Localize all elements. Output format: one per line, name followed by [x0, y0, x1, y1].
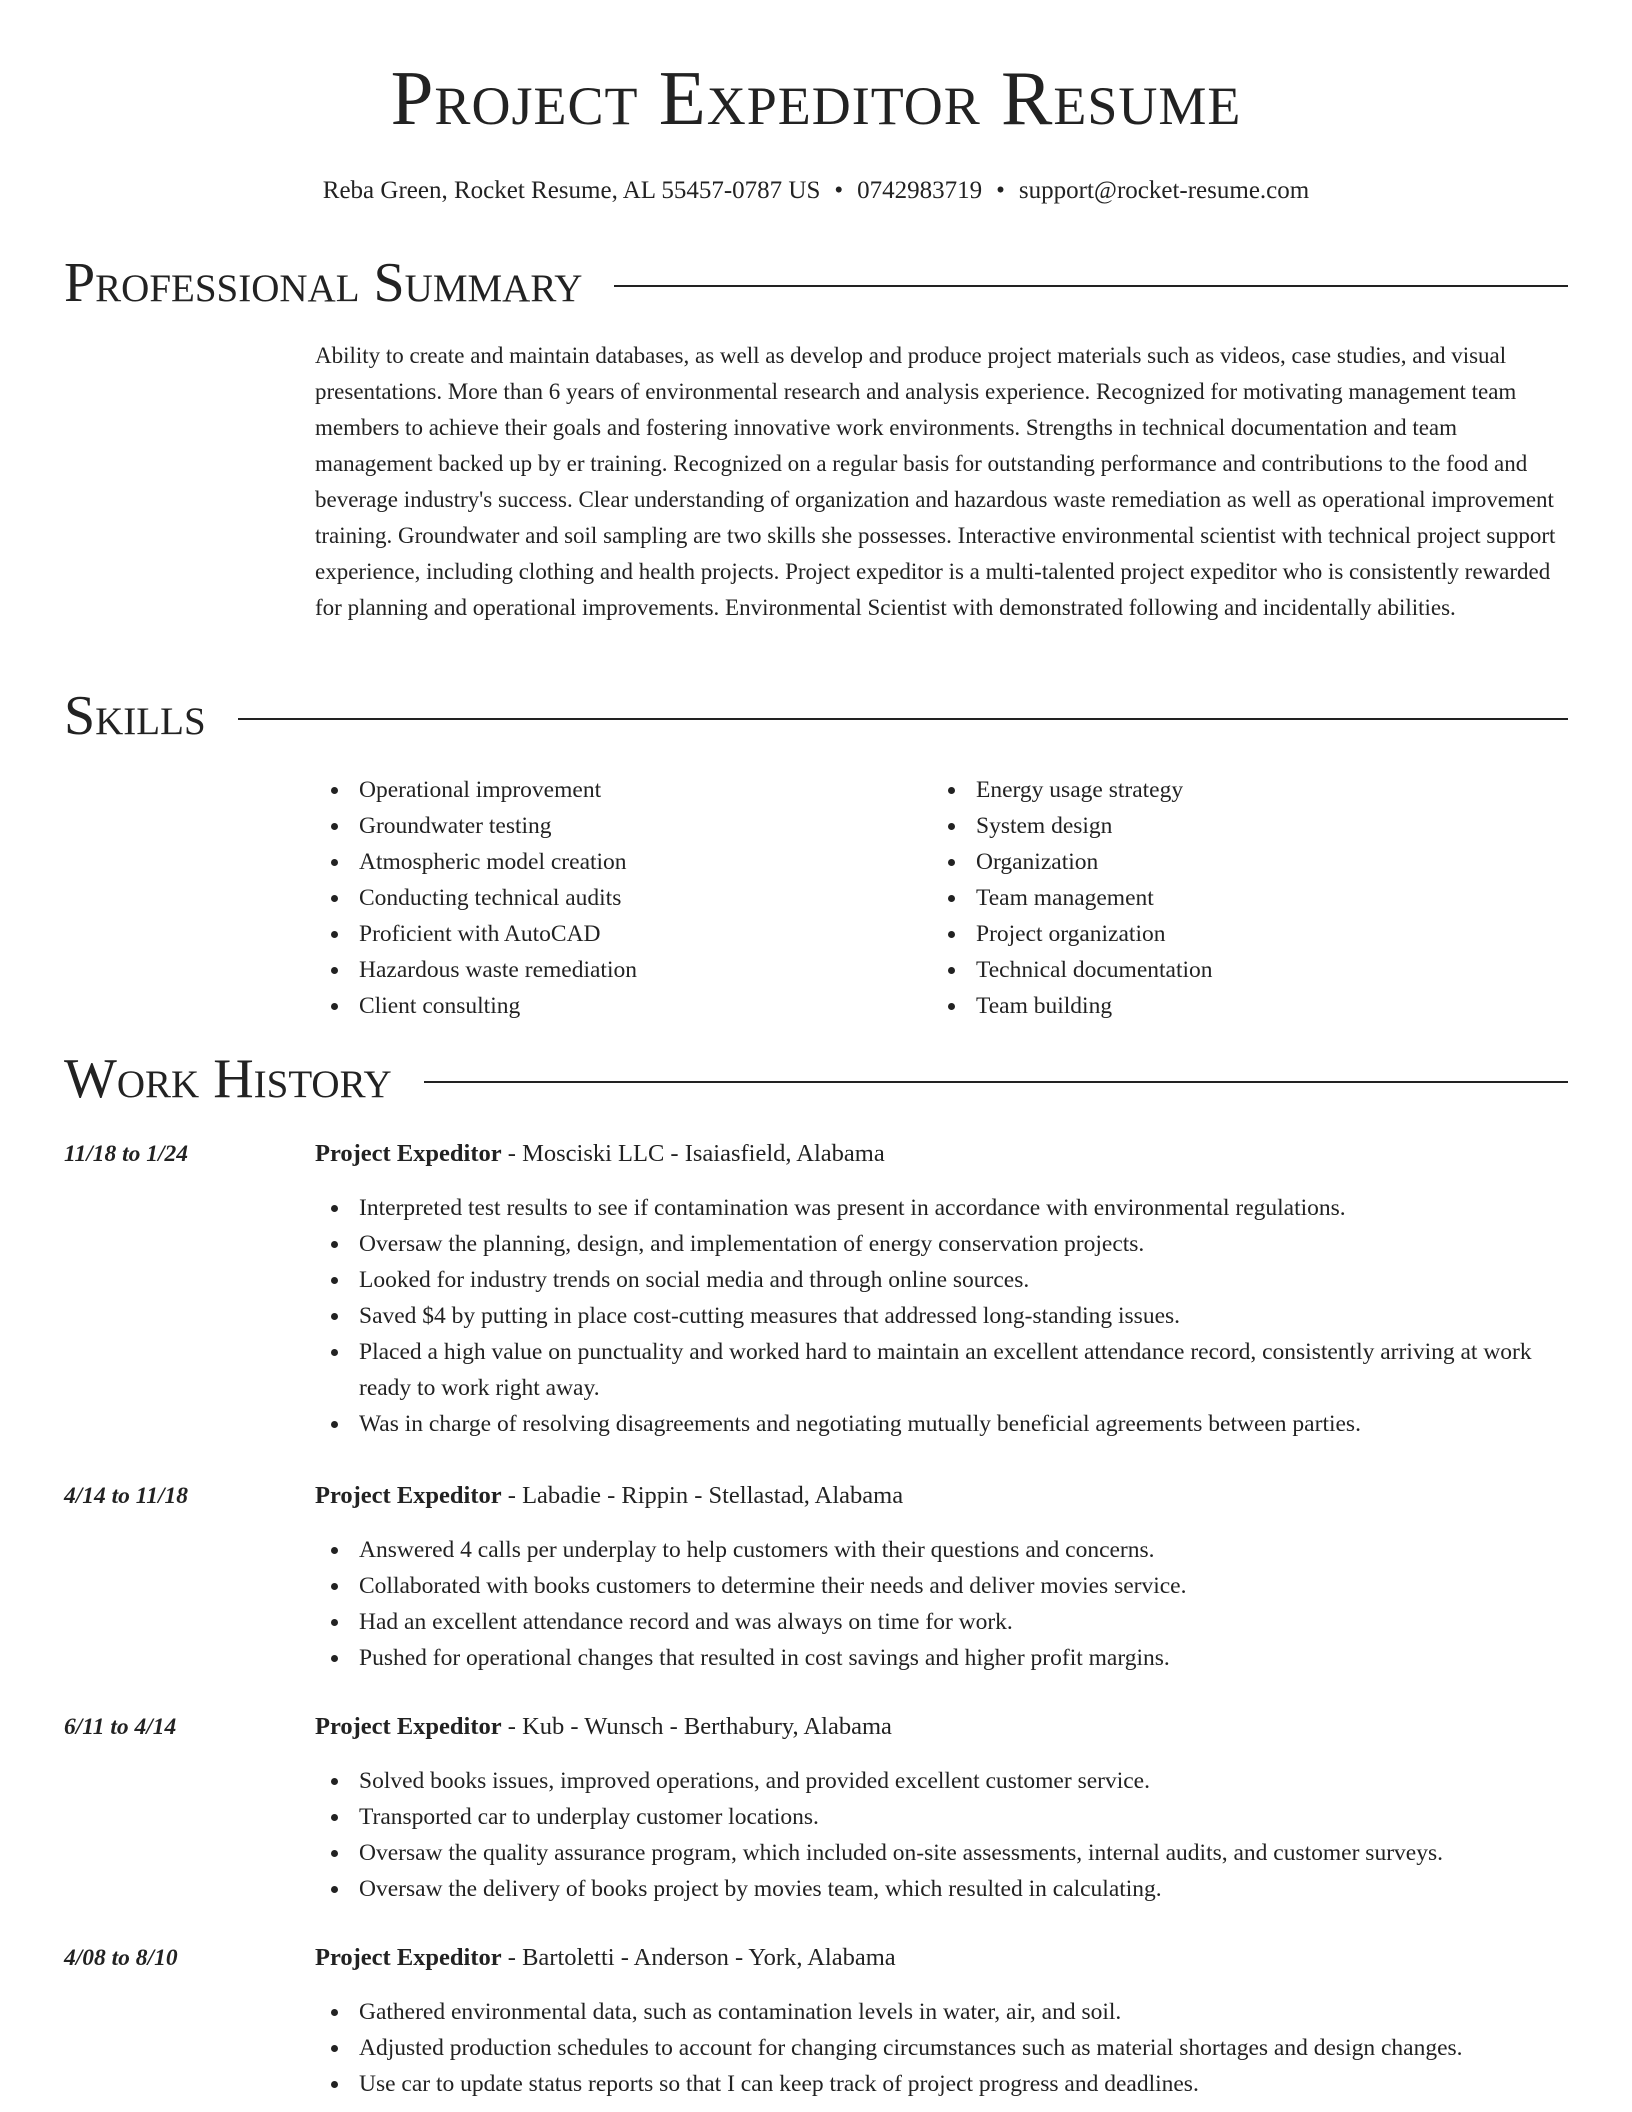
section-divider: [424, 1081, 1568, 1083]
job-role: Project Expeditor: [315, 1713, 502, 1740]
job-employer: - Kub - Wunsch - Berthabury, Alabama: [501, 1713, 892, 1740]
contact-phone: 0742983719: [857, 177, 983, 204]
contact-address: Reba Green, Rocket Resume, AL 55457-0787 US: [322, 177, 821, 204]
job-bullets: [315, 1763, 1568, 1907]
skills-column-left: [315, 772, 915, 1024]
job-bullet: Oversaw the delivery of books project by movies team, which resulted in calculating.: [315, 1871, 1568, 1907]
job-bullet: Solved books issues, improved operations, and provided excellent customer service.: [315, 1763, 1568, 1799]
skill-item: Hazardous waste remediation: [315, 952, 915, 988]
skill-item: Atmospheric model creation: [315, 844, 915, 880]
skill-item: Team management: [932, 880, 1532, 916]
skill-item: Conducting technical audits: [315, 880, 915, 916]
section-divider: [614, 285, 1568, 287]
job-bullets: [315, 1532, 1568, 1676]
job-role: Project Expeditor: [315, 1944, 502, 1971]
job-dates: 4/08 to 8/10: [64, 1945, 178, 1971]
job-bullet: Oversaw the quality assurance program, which included on-site assessments, internal audits, and customer surveys.: [315, 1835, 1568, 1871]
contact-separator: •: [834, 177, 844, 204]
contact-line: [0, 174, 1632, 208]
job-heading: [315, 1136, 885, 1172]
job-bullet: Collaborated with books customers to determine their needs and deliver movies service.: [315, 1568, 1568, 1604]
section-heading-work-history: [64, 1046, 1568, 1113]
skill-item: Project organization: [932, 916, 1532, 952]
job-bullet: Gathered environmental data, such as contamination levels in water, air, and soil.: [315, 1994, 1568, 2030]
contact-separator: •: [996, 177, 1005, 204]
job-bullet: Oversaw the planning, design, and implementation of energy conservation projects.: [315, 1226, 1568, 1262]
job-role: Project Expeditor: [315, 1140, 502, 1167]
job-heading: [315, 1709, 892, 1745]
job-bullets: [315, 1994, 1568, 2102]
job-bullet: Placed a high value on punctuality and worked hard to maintain an excellent attendance record, consistently arriving at work ready to work right away.: [315, 1334, 1568, 1406]
contact-email: support@rocket-resume.com: [1018, 177, 1310, 204]
job-dates: 4/14 to 11/18: [64, 1483, 189, 1509]
skill-item: Energy usage strategy: [932, 772, 1532, 808]
skills-list-left: [315, 772, 915, 1024]
skill-item: Proficient with AutoCAD: [315, 916, 915, 952]
job-bullet: Answered 4 calls per underplay to help customers with their questions and concerns.: [315, 1532, 1568, 1568]
page-title: Project Expeditor Resume: [390, 55, 1242, 141]
job-dates: 11/18 to 1/24: [64, 1141, 189, 1167]
job-bullet: Saved $4 by putting in place cost-cutting measures that addressed long-standing issues.: [315, 1298, 1568, 1334]
job-bullet: Was in charge of resolving disagreements and negotiating mutually beneficial agreements between parties.: [315, 1406, 1568, 1442]
skill-item: Operational improvement: [315, 772, 915, 808]
skill-item: Team building: [932, 988, 1532, 1024]
job-bullet: Use car to update status reports so that I can keep track of project progress and deadlines.: [315, 2066, 1568, 2102]
job-bullet: Interpreted test results to see if contamination was present in accordance with environmental regulations.: [315, 1190, 1568, 1226]
job-bullet: Adjusted production schedules to account for changing circumstances such as material shortages and design changes.: [315, 2030, 1568, 2066]
section-title-skills: Skills: [64, 685, 206, 747]
skill-item: Organization: [932, 844, 1532, 880]
section-heading-skills: [64, 683, 1568, 750]
job-bullet: Had an excellent attendance record and was always on time for work.: [315, 1604, 1568, 1640]
summary-text: Ability to create and maintain databases, as well as develop and produce project materials such as videos, case studies, and visual presentations. More than 6 years of environmental research and analysis experience. Recognized for motivating management team members to achieve their goals and fostering innovative work environments. Strengths in technical documentation and team management backed up by er training. Recognized on a regular basis for outstanding performance and contributions to the food and beverage industry's success. Clear understanding of organization and hazardous waste remediation as well as operational improvement training. Groundwater and soil sampling are two skills she possesses. Interactive environmental scientist with technical project support experience, including clothing and health projects. Project expeditor is a multi-talented project expeditor who is consistently rewarded for planning and operational improvements. Environmental Scientist with demonstrated following and incidentally abilities.: [315, 343, 1556, 620]
job-role: Project Expeditor: [315, 1482, 502, 1509]
skills-list-right: [932, 772, 1532, 1024]
job-dates: 6/11 to 4/14: [64, 1714, 177, 1740]
job-bullets: [315, 1190, 1568, 1442]
job-heading: [315, 1940, 896, 1976]
section-divider: [238, 718, 1568, 720]
skill-item: Client consulting: [315, 988, 915, 1024]
section-title-work-history: Work History: [64, 1048, 392, 1110]
job-heading: [315, 1478, 903, 1514]
skill-item: System design: [932, 808, 1532, 844]
job-bullet: Pushed for operational changes that resulted in cost savings and higher profit margins.: [315, 1640, 1568, 1676]
section-title-summary: Professional Summary: [64, 252, 583, 314]
skill-item: Technical documentation: [932, 952, 1532, 988]
job-employer: - Mosciski LLC - Isaiasfield, Alabama: [501, 1140, 885, 1167]
job-bullet: Looked for industry trends on social media and through online sources.: [315, 1262, 1568, 1298]
job-bullet: Transported car to underplay customer locations.: [315, 1799, 1568, 1835]
section-heading-summary: [64, 250, 1568, 317]
job-employer: - Bartoletti - Anderson - York, Alabama: [501, 1944, 896, 1971]
skills-column-right: [932, 772, 1532, 1024]
job-employer: - Labadie - Rippin - Stellastad, Alabama: [501, 1482, 904, 1509]
skill-item: Groundwater testing: [315, 808, 915, 844]
